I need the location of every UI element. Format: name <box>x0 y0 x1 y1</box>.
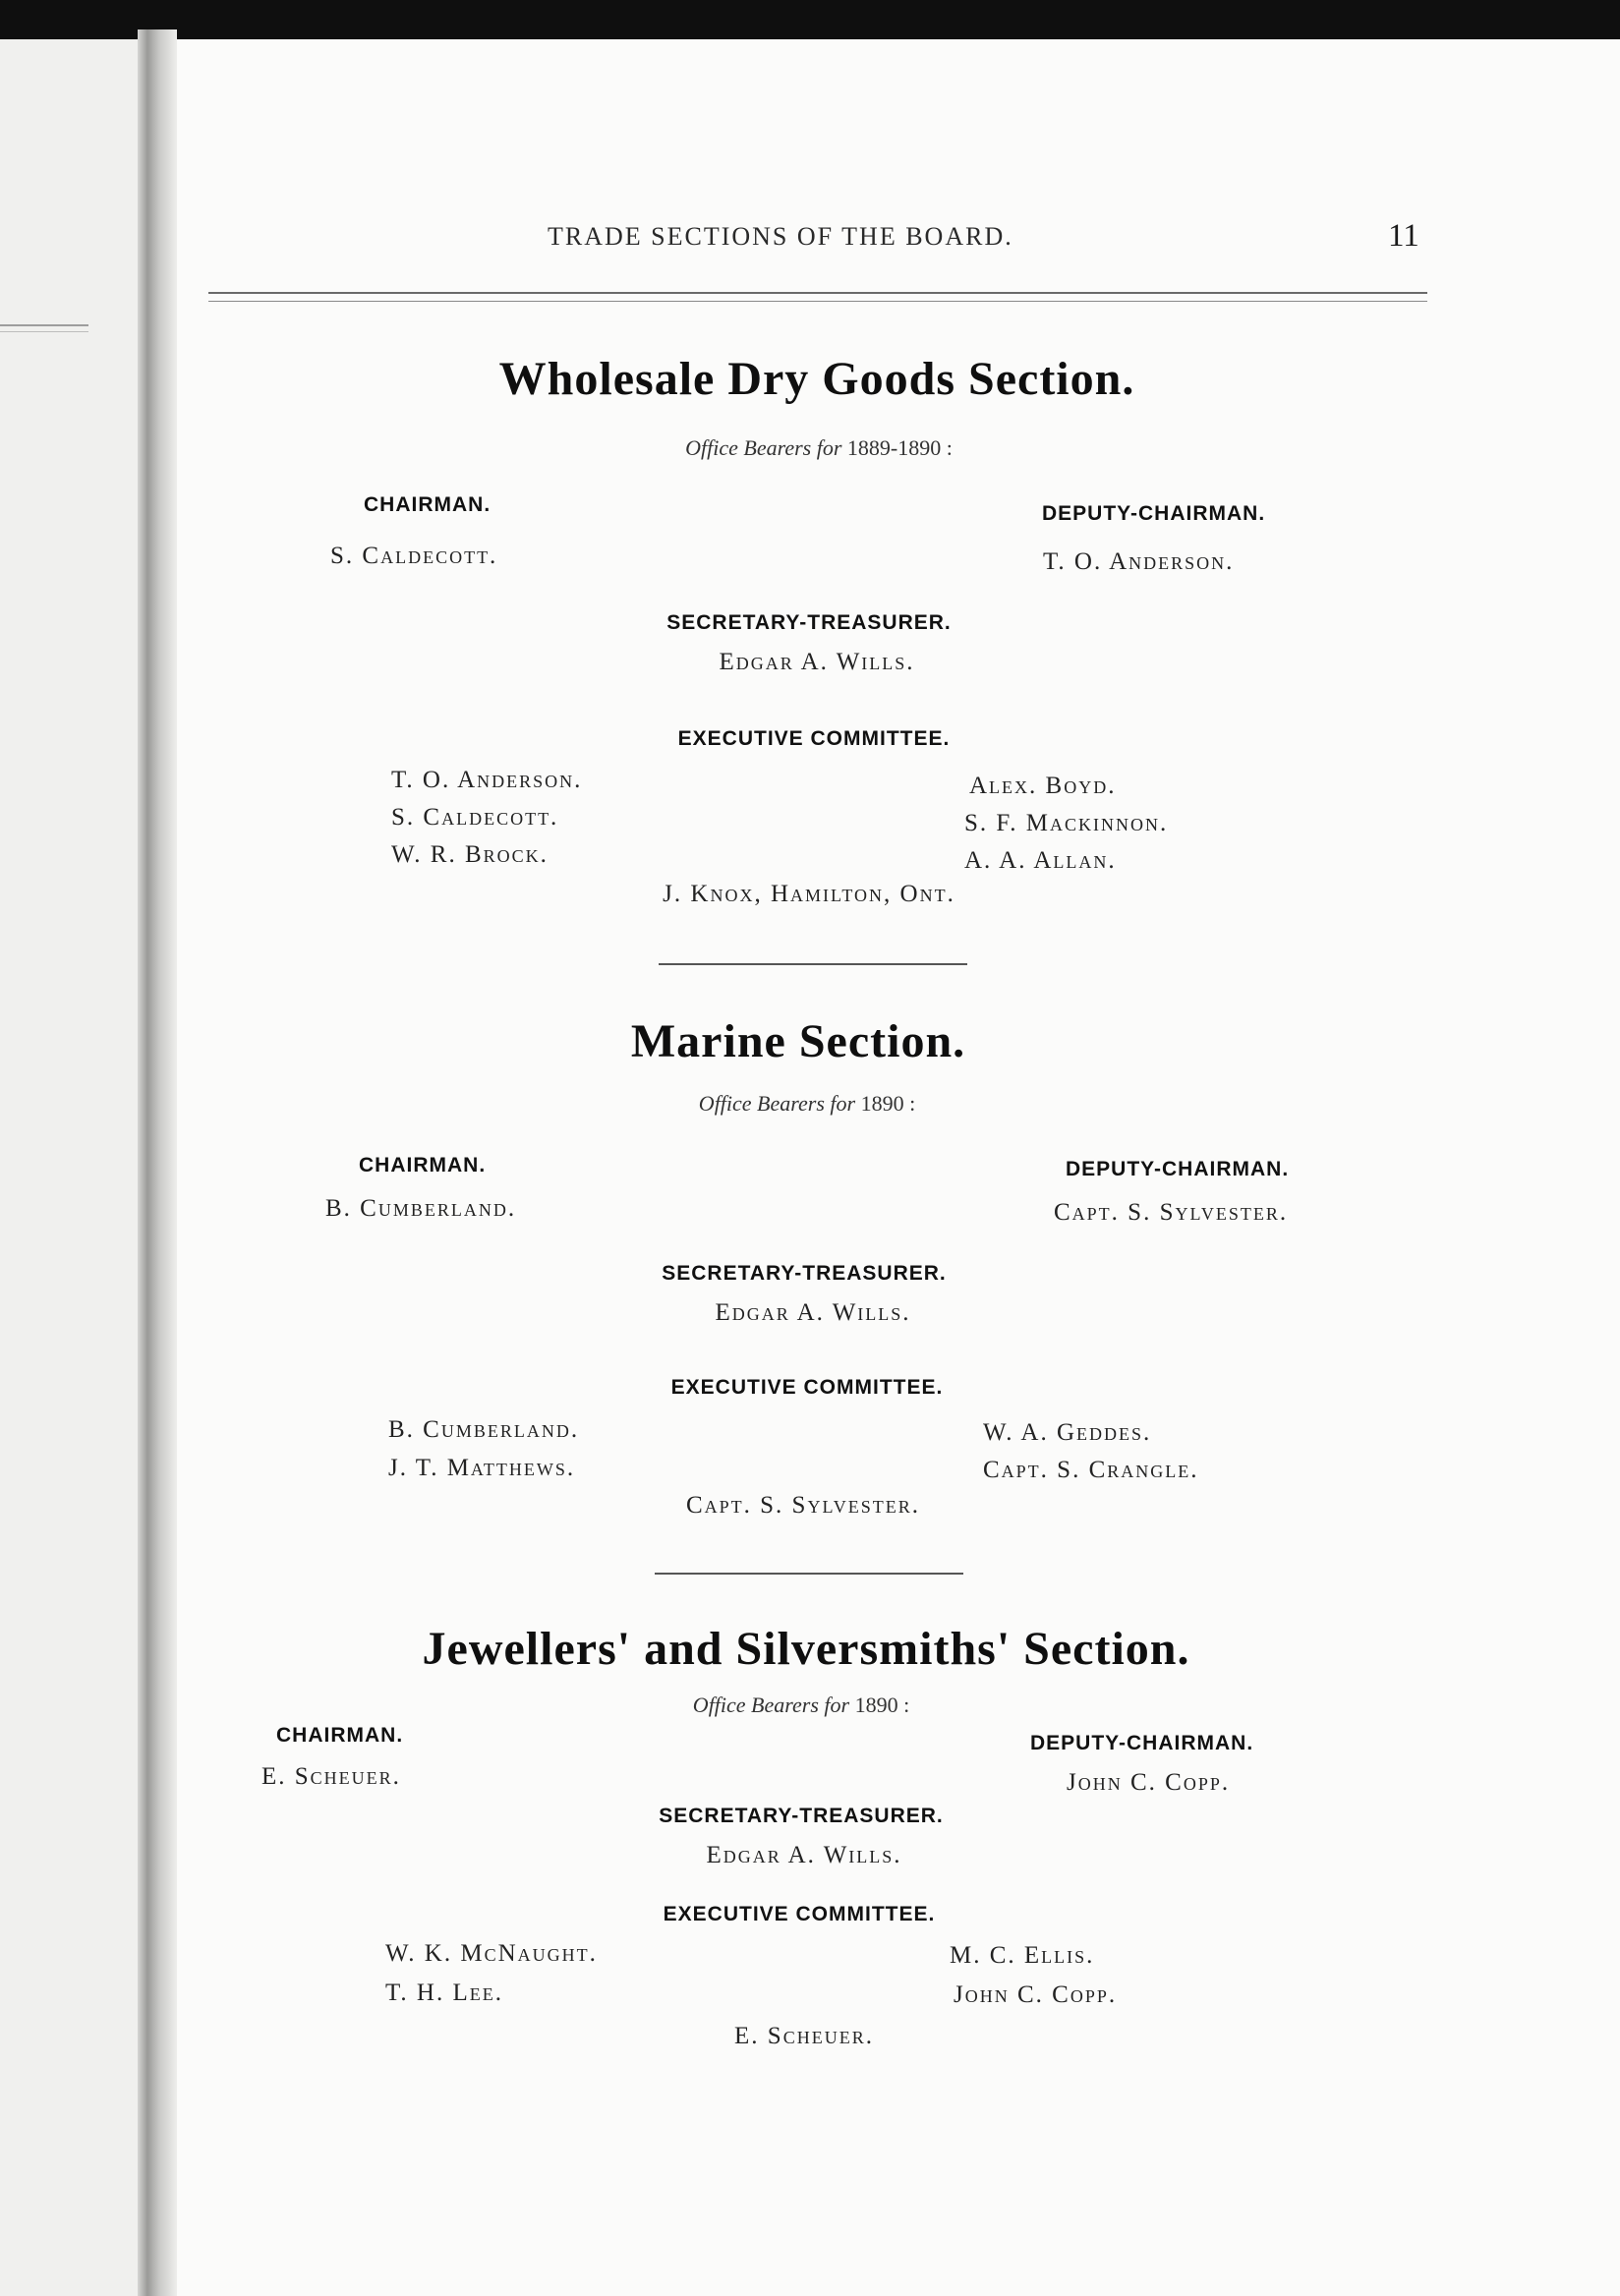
section-divider <box>659 963 967 965</box>
committee-member: M. C. Ellis. <box>950 1942 1095 1969</box>
committee-member: S. Caldecott. <box>391 804 559 831</box>
book-gutter <box>138 29 177 2296</box>
subtitle-years: 1890 : <box>860 1091 916 1116</box>
committee-member: Capt. S. Crangle. <box>983 1457 1199 1483</box>
committee-member: W. A. Geddes. <box>983 1419 1152 1446</box>
subtitle-label: Office Bearers for <box>685 435 842 460</box>
subtitle-years: 1890 : <box>854 1693 910 1717</box>
committee-member: S. F. Mackinnon. <box>964 810 1169 836</box>
running-head: TRADE SECTIONS OF THE BOARD. <box>548 222 1013 251</box>
chairman-label: CHAIRMAN. <box>276 1724 404 1747</box>
section-subtitle <box>693 1693 909 1718</box>
committee-member: T. O. Anderson. <box>391 767 583 793</box>
section-subtitle <box>685 435 953 461</box>
committee-label: EXECUTIVE COMMITTEE. <box>677 727 951 750</box>
secretary-label: SECRETARY-TREASURER. <box>662 1262 947 1285</box>
committee-member: John C. Copp. <box>954 1981 1118 2008</box>
section-title: Marine Section. <box>630 1015 966 1067</box>
committee-member: A. A. Allan. <box>964 847 1117 874</box>
section-subtitle <box>699 1091 915 1117</box>
committee-member: B. Cumberland. <box>388 1416 580 1443</box>
deputy-chairman-name: T. O. Anderson. <box>1043 548 1235 575</box>
secretary-label: SECRETARY-TREASURER. <box>666 611 952 634</box>
committee-label: EXECUTIVE COMMITTEE. <box>663 1903 936 1925</box>
secretary-label: SECRETARY-TREASURER. <box>659 1805 944 1827</box>
chairman-label: CHAIRMAN. <box>364 493 492 516</box>
section-title: Jewellers' and Silversmiths' Section. <box>422 1623 1190 1675</box>
secretary-name: Edgar A. Wills. <box>719 649 915 675</box>
section-title: Wholesale Dry Goods Section. <box>498 353 1135 405</box>
committee-member: J. Knox, Hamilton, Ont. <box>663 881 955 907</box>
committee-member: Capt. S. Sylvester. <box>685 1492 921 1519</box>
chairman-label: CHAIRMAN. <box>359 1154 487 1177</box>
committee-member: W. R. Brock. <box>391 841 549 868</box>
deputy-chairman-label: DEPUTY-CHAIRMAN. <box>1030 1732 1254 1754</box>
deputy-chairman-label: DEPUTY-CHAIRMAN. <box>1042 502 1266 525</box>
committee-label: EXECUTIVE COMMITTEE. <box>670 1376 944 1399</box>
subtitle-years: 1889-1890 : <box>846 435 953 460</box>
facing-page-margin <box>0 39 147 2296</box>
page-number: 11 <box>1388 218 1419 254</box>
deputy-chairman-label: DEPUTY-CHAIRMAN. <box>1066 1158 1290 1180</box>
committee-member: J. T. Matthews. <box>388 1455 576 1481</box>
deputy-chairman-name: Capt. S. Sylvester. <box>1054 1199 1289 1226</box>
committee-member: W. K. McNaught. <box>385 1940 598 1967</box>
scan-top-border <box>0 0 1620 39</box>
secretary-name: Edgar A. Wills. <box>706 1842 902 1868</box>
chairman-name: E. Scheuer. <box>261 1763 401 1790</box>
committee-member: Alex. Boyd. <box>969 773 1117 799</box>
chairman-name: B. Cumberland. <box>325 1195 517 1222</box>
header-rule-thin <box>208 301 1427 302</box>
section-divider <box>655 1573 963 1575</box>
committee-member: E. Scheuer. <box>734 2023 874 2049</box>
subtitle-label: Office Bearers for <box>698 1091 856 1116</box>
deputy-chairman-name: John C. Copp. <box>1067 1769 1231 1796</box>
subtitle-label: Office Bearers for <box>692 1693 850 1717</box>
header-rule <box>208 292 1427 294</box>
chairman-name: S. Caldecott. <box>330 543 498 569</box>
facing-page-rule-thin <box>0 331 88 332</box>
facing-page-rule <box>0 324 88 326</box>
committee-member: T. H. Lee. <box>385 1980 503 2006</box>
secretary-name: Edgar A. Wills. <box>715 1299 911 1326</box>
